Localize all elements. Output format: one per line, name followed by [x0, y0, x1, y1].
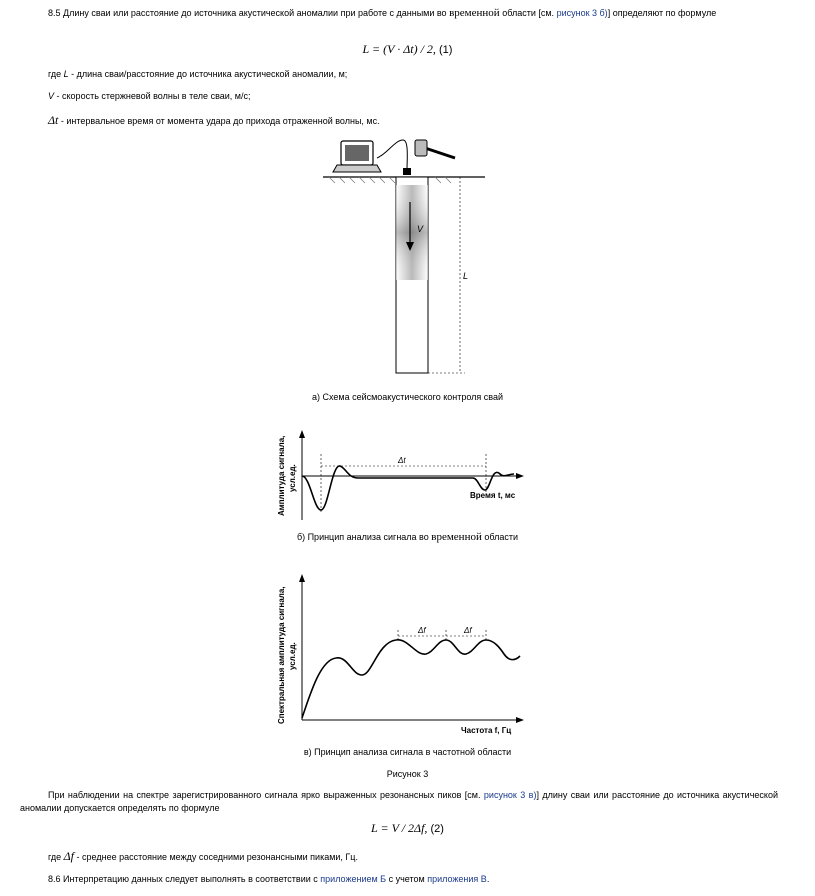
formula-expression: L = (V · Δt) / 2, [362, 42, 436, 56]
link-appendix-v[interactable]: приложения В [427, 874, 487, 884]
definition-df [48, 849, 358, 864]
delta-f-label-1: Δf [418, 626, 426, 635]
link-figure-3b[interactable]: рисунок 3 б) [556, 8, 608, 18]
y-axis-label-unit: усл.ед. [288, 464, 297, 492]
sensor-icon [403, 168, 411, 175]
paragraph-8-5 [20, 7, 778, 20]
word-time: временной [449, 7, 500, 19]
delta-f-label-2: Δf [464, 626, 472, 635]
para-text: Длину сваи или расстояние до источника акустической аномалии при работе с данными во [63, 8, 447, 18]
frequency-domain-chart [268, 570, 530, 740]
formula-expression: L = V / 2Δf, [371, 821, 428, 835]
laptop-icon [333, 141, 381, 172]
label-V: V [417, 224, 424, 234]
para-text: При наблюдении на спектре зарегистрированного сигнала ярко выраженных резонансных пиков [см. [48, 790, 481, 800]
ground-hatch [329, 177, 451, 183]
formula-2 [0, 821, 815, 836]
pile-schematic [315, 130, 505, 380]
delta-t-label: Δt [398, 456, 406, 465]
def-text: - скорость стержневой волны в теле сваи, м/с; [54, 91, 251, 101]
def-text: - среднее расстояние между соседними резонансными пиками, Гц. [74, 852, 358, 862]
formula-1 [0, 42, 815, 57]
def-text: - длина сваи/расстояние до источника акустической аномалии, м; [68, 69, 348, 79]
para-text: ] длину сваи или расстояние до источника акустической аномалии допускается определять по формуле [20, 790, 778, 813]
formula-number: (1) [438, 44, 453, 56]
definition-L [48, 69, 347, 79]
para-number: 8.5 [48, 8, 61, 18]
def-symbol: Δt [48, 113, 59, 127]
def-symbol: Δf [63, 849, 75, 863]
paragraph-spectrum [20, 789, 778, 815]
y-axis-label: Амплитуда сигнала, [277, 435, 286, 516]
formula-number: (2) [430, 823, 444, 835]
link-figure-3v[interactable]: рисунок 3 в) [483, 790, 537, 800]
link-appendix-b[interactable]: приложением Б [320, 874, 387, 884]
caption-c: в) Принцип анализа сигнала в частотной области [303, 747, 512, 757]
x-axis-label: Время t, мс [470, 491, 516, 500]
caption-word: временной [431, 531, 482, 543]
time-domain-chart [268, 428, 530, 528]
y-axis-label: Спектральная амплитуда сигнала, [277, 586, 286, 724]
def-symbol: L [63, 69, 69, 79]
def-prefix: где [48, 852, 64, 862]
caption-b [0, 531, 815, 543]
para-text: с учетом [388, 874, 425, 884]
label-L: L [463, 271, 469, 281]
def-prefix: где [48, 69, 64, 79]
definition-V [48, 91, 250, 101]
para-text: . [486, 874, 490, 884]
x-axis-label: Частота f, Гц [461, 726, 512, 735]
caption-text: области [484, 532, 519, 542]
definition-dt [48, 113, 380, 128]
para-text: ] определяют по формуле [607, 8, 717, 18]
def-text: - интервальное время от момента удара до прихода отраженной волны, мс. [58, 116, 380, 126]
spectrum-curve [302, 640, 520, 718]
caption-text: б) Принцип анализа сигнала во [296, 532, 429, 542]
figure-title: Рисунок 3 [386, 769, 429, 779]
y-axis-label-unit: усл.ед. [288, 642, 297, 670]
para-text: области [см. [502, 8, 555, 18]
hammer-icon [415, 140, 455, 158]
para-text: 8.6 Интерпретацию данных следует выполнять в соответствии с [48, 874, 318, 884]
signal-curve [302, 466, 514, 510]
paragraph-8-6 [48, 874, 489, 884]
def-symbol: V [48, 91, 55, 101]
caption-a: а) Схема сейсмоакустического контроля свай [311, 392, 504, 402]
cable [377, 140, 407, 170]
